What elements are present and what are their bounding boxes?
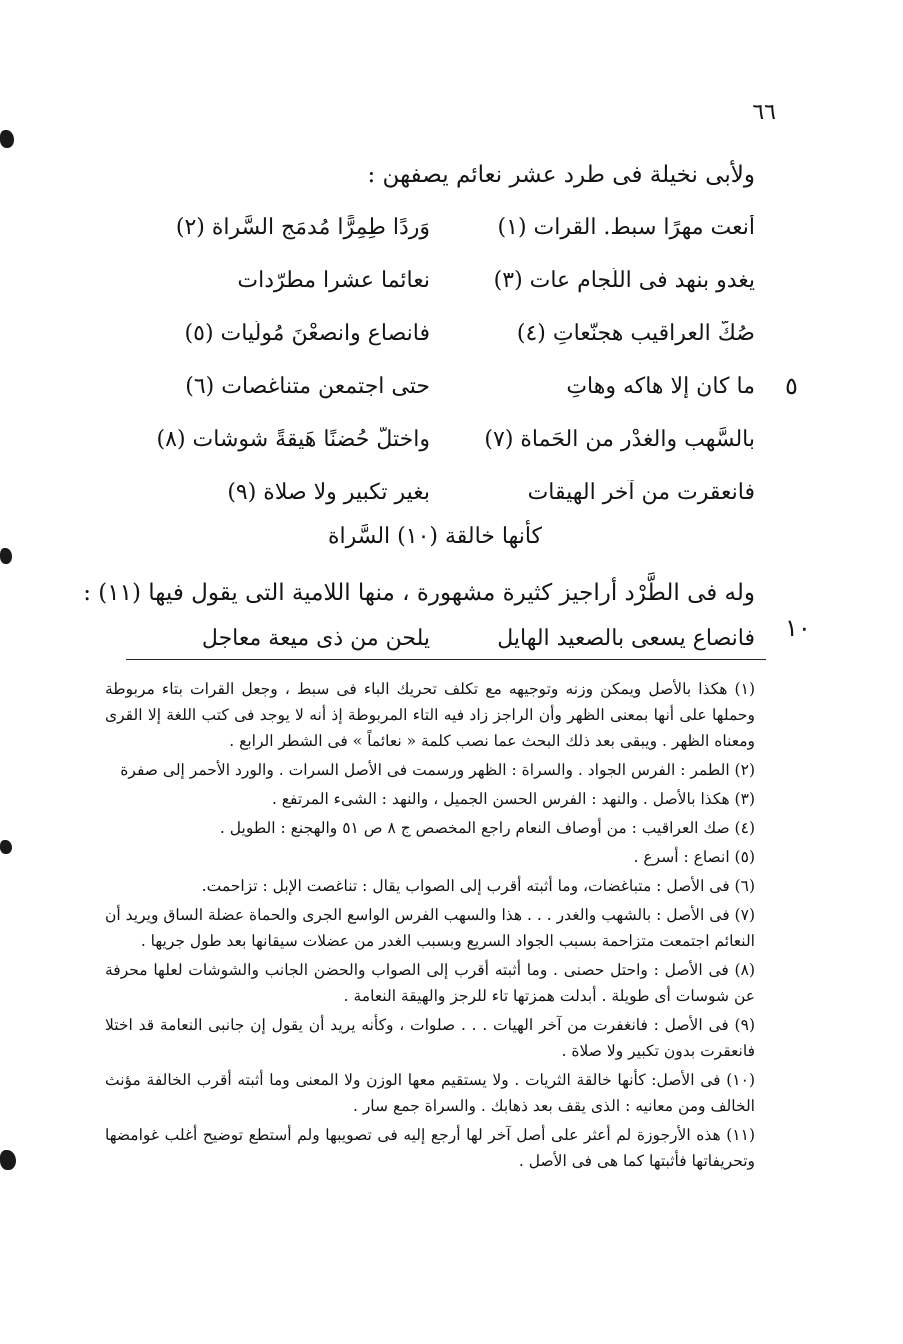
verse-first-hemistich: بالسَّهب والغدْر من الحَماة (٧) — [484, 427, 755, 452]
verse-line — [115, 427, 755, 467]
second-intro-line: وله فى الطَّرْد أراجيز كثيرة مشهورة ، منها اللامية التى يقول فيها (١١) : — [83, 580, 755, 606]
verse-first-hemistich: صُكٌّ العراقيب هجنّعاتِ (٤) — [516, 321, 755, 346]
scan-mark — [0, 130, 14, 148]
verse-second-hemistich: نعائما عشرا مطرّدات — [237, 268, 430, 293]
verse-line — [115, 480, 755, 520]
verse-first-hemistich: أنعت مهرًا سبط. القرات (١) — [497, 215, 755, 240]
verse-second-hemistich: واختلَّ حُضنًا هَيقةً شوشات (٨) — [156, 427, 430, 452]
footnote: (١١) هذه الأرجوزة لم أعثر على أصل آخر لها أرجع إليه فى تصويبها ولم أستطع توضيح أغلب غوامضها وتحريفاتها فأثبتها كما هى فى الأصل . — [105, 1126, 755, 1170]
footnote: (٤) صك العراقيب : من أوصاف النعام راجع المخصص ج ٨ ص ٥١ والهجنع : الطويل . — [219, 819, 755, 837]
verse-line — [115, 321, 755, 361]
footnote: (٢) الطمر : الفرس الجواد . والسراة : الظهر ورسمت فى الأصل السرات . والورد الأحمر إلى صفرة — [120, 761, 755, 779]
footnote: (٩) فى الأصل : فانغفرت من آخر الهيات . . . صلوات ، وكأنه يريد أن يقول إن جانبى النعامة قد اختلا فانعقرت بدون تكبير ولا صلاة . — [105, 1016, 755, 1060]
footnote: (٦) فى الأصل : متباغضات، وما أثبته أقرب إلى الصواب يقال : تناغصت الإبل : تزاحمت. — [201, 877, 755, 895]
footnote: (٣) هكذا بالأصل . والنهد : الفرس الحسن الجميل ، والنهد : الشىء المرتفع . — [271, 790, 755, 808]
verse-first-hemistich: فانصاع يسعى بالصعيد الهايل — [497, 626, 755, 651]
verse-line — [115, 268, 755, 308]
verse-second-hemistich: فانصاع وانصعْنَ مُولّيات (٥) — [184, 321, 430, 346]
verse-second-hemistich: وَردًا طِمِرًّا مُدمَج السَّراة (٢) — [175, 215, 430, 240]
footnote: (٥) انصاع : أسرع . — [633, 848, 755, 866]
verse-second-hemistich: بغير تكبير ولا صلاة (٩) — [227, 480, 430, 505]
scan-mark — [0, 548, 12, 564]
verse-first-hemistich: فانعقرت من آخر الهيقات — [527, 480, 755, 505]
page-number: ٦٦ — [752, 100, 776, 125]
margin-line-number: ٥ — [785, 372, 798, 400]
footnotes — [105, 676, 755, 1177]
footnote-divider — [126, 659, 766, 660]
verse-center-line — [115, 524, 755, 564]
scan-mark — [0, 840, 12, 854]
intro-line: ولأبى نخيلة فى طرد عشر نعائم يصفهن : — [367, 162, 755, 188]
verse-second-hemistich: يلحن من ذى ميعة معاجل — [201, 626, 430, 651]
verse-line — [115, 374, 755, 414]
verse-line — [115, 215, 755, 255]
footnote: (٨) فى الأصل : واحتل حصنى . وما أثبته أقرب إلى الصواب والحضن الجانب والشوشات لعلها محرفة عن شوسات أى طويلة . أبدلت همزتها تاء للرجز والهيقة النعامة . — [105, 961, 755, 1005]
scan-mark — [0, 1150, 16, 1170]
verse-line — [115, 626, 755, 666]
verse-second-hemistich: حتى اجتمعن متناغصات (٦) — [185, 374, 430, 399]
footnote: (١) هكذا بالأصل ويمكن وزنه وتوجيهه مع تكلف تحريك الباء فى سبط ، وجعل القرات بتاء مربوطة وحملها على أنها بمعنى الظهر وأن الراجز زاد فيه التاء المربوطة إذ أنه لا يوجد فى كتب اللغة إلا القرى ومعناه الظهر . ويبقى بعد ذلك البحث عما نصب كلمة « نعائماً » فى الشطر الرابع . — [105, 680, 755, 750]
margin-line-number: ١٠ — [785, 614, 811, 642]
footnote: (١٠) فى الأصل: كأنها خالقة الثريات . ولا يستقيم معها الوزن ولا المعنى وما أثبته أقرب الخالفة مؤنث الخالف ومن معانيه : الذى يقف بعد ذهابك . والسراة جمع سار . — [105, 1071, 755, 1115]
verse-first-hemistich: يغدو بنهد فى اللّجام عات (٣) — [493, 268, 755, 293]
centered-hemistich: كأنها خالقة (١٠) السَّراة — [327, 524, 543, 549]
footnote: (٧) فى الأصل : بالشهب والغدر . . . هذا والسهب الفرس الواسع الجرى والحماة عضلة الساق ويريد أن النعائم اجتمعت متزاحمة بسبب الجواد السريع وبسبب الغدر من عضلات سيقانها بعد طول جريها . — [105, 906, 755, 950]
verse-first-hemistich: ما كان إلا هاكه وهاتِ — [566, 374, 755, 399]
